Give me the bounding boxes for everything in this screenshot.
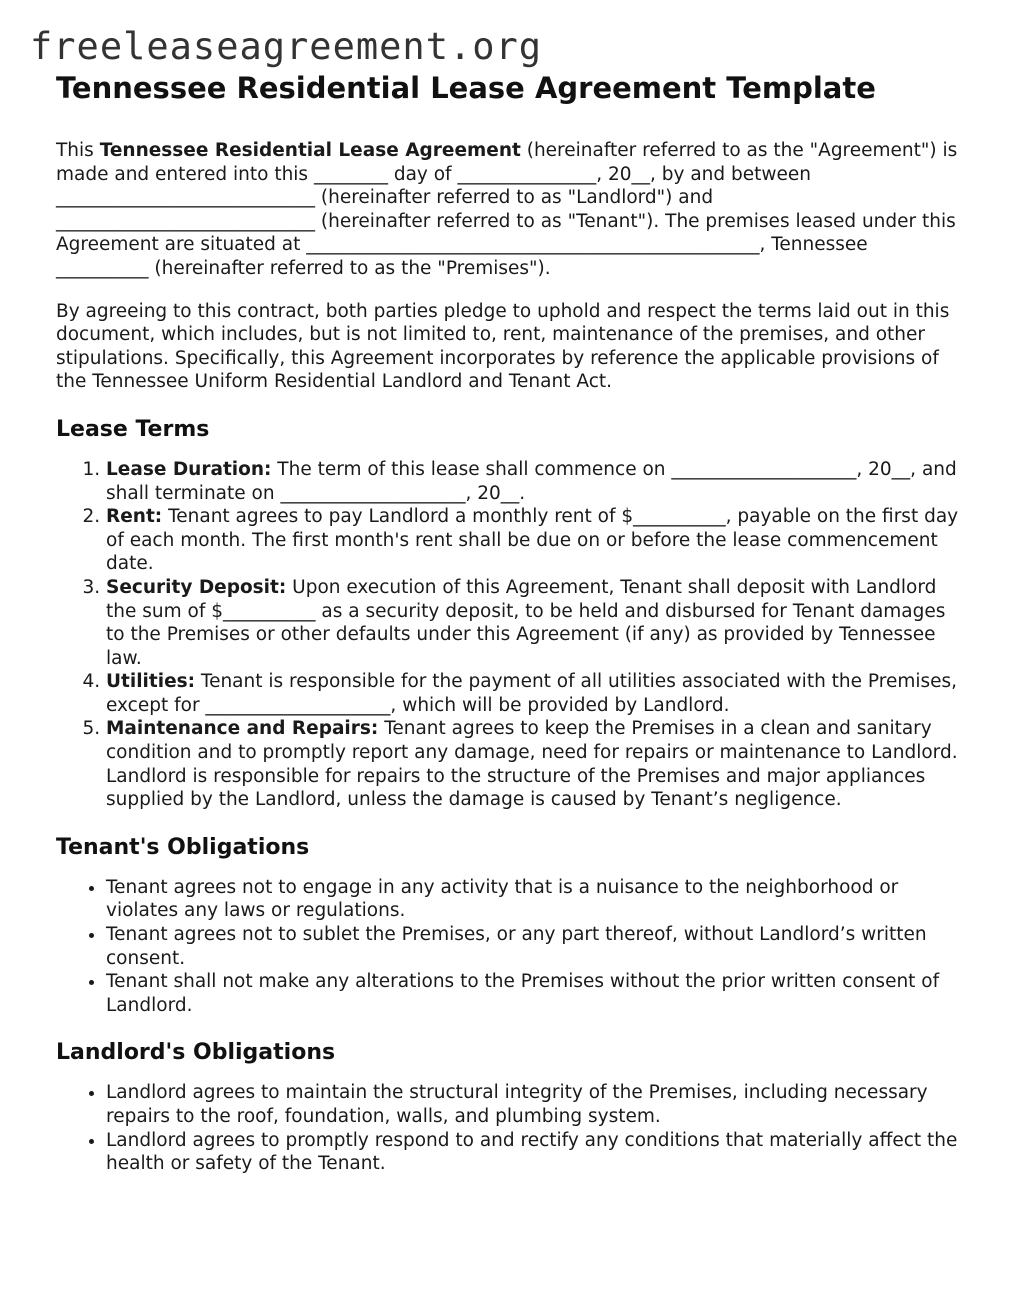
lease-document	[56, 70, 961, 1198]
intro-paragraph	[56, 139, 961, 281]
lease-term-label: Security Deposit:	[106, 576, 287, 598]
landlord-obligations-heading: Landlord's Obligations	[56, 1040, 336, 1066]
lease-term-item	[106, 458, 961, 505]
lease-term-text: The term of this lease shall commence on ____________________, 20__, and shall terminate on ____________________, 20__.	[106, 458, 957, 504]
intro-text-rest: (hereinafter referred to as the "Agreement") is made and entered into this ________ day of _______________, 20__, by and between ____________________________ (hereinafter referred to as "Landlord") and ____________________________ (hereinafter referred to as "Tenant"). The premises leased under this Agreement are situated at _________________________________________________, Tennessee __________ (hereinafter referred to as the "Premises").	[56, 140, 958, 279]
lease-term-label: Rent:	[106, 506, 163, 528]
tenant-obligation-item: • Tenant agrees not to sublet the Premises, or any part thereof, without Landlord’s written consent.	[106, 923, 961, 970]
tenant-obligations-list	[56, 876, 961, 1018]
agreement-paragraph: By agreeing to this contract, both parties pledge to uphold and respect the terms laid out in this document, which includes, but is not limited to, rent, maintenance of the premises, and other stipulations. Specifically, this Agreement incorporates by reference the applicable provisions of the Tennessee Uniform Residential Landlord and Tenant Act.	[56, 300, 950, 393]
lease-terms-list	[56, 458, 961, 812]
tenant-obligation-item: • Tenant agrees not to engage in any activity that is a nuisance to the neighborhood or violates any laws or regulations.	[106, 876, 961, 923]
lease-term-label: Lease Duration:	[106, 458, 272, 480]
lease-term-item	[106, 576, 961, 670]
landlord-obligation-item: • Landlord agrees to maintain the structural integrity of the Premises, including necessary repairs to the roof, foundation, walls, and plumbing system.	[106, 1081, 961, 1128]
tenant-obligations-heading: Tenant's Obligations	[56, 834, 310, 860]
tenant-obligation-item: • Tenant shall not make any alterations to the Premises without the prior written consent of Landlord.	[106, 970, 961, 1017]
lease-term-label: Maintenance and Repairs:	[106, 718, 379, 740]
lease-term-item	[106, 505, 961, 576]
landlord-obligation-item: • Landlord agrees to promptly respond to and rectify any conditions that materially affect the health or safety of the Tenant.	[106, 1129, 961, 1176]
lease-terms-heading: Lease Terms	[56, 416, 210, 442]
lease-term-item	[106, 717, 961, 811]
lease-term-text: Tenant agrees to keep the Premises in a clean and sanitary condition and to promptly report any damage, need for repairs or maintenance to Landlord. Landlord is responsible for repairs to the structure of the Premises and major appliances supplied by the Landlord, unless the damage is caused by Tenant’s negligence.	[106, 718, 958, 811]
lease-term-item	[106, 670, 961, 717]
page-title: Tennessee Residential Lease Agreement Template	[56, 71, 876, 105]
site-watermark: freeleaseagreement.org	[30, 25, 543, 68]
lease-term-label: Utilities:	[106, 671, 196, 693]
intro-agreement-name: Tennessee Residential Lease Agreement	[99, 140, 521, 161]
intro-text-start: This	[56, 140, 100, 161]
lease-term-text: Upon execution of this Agreement, Tenant shall deposit with Landlord the sum of $__________ as a security deposit, to be held and disbursed for Tenant damages to the Premises or other defaults under this Agreement (if any) as provided by Tennessee law.	[106, 576, 946, 669]
lease-term-text: Tenant is responsible for the payment of all utilities associated with the Premises, except for ____________________, which will be provided by Landlord.	[106, 671, 958, 716]
lease-term-text: Tenant agrees to pay Landlord a monthly rent of $__________, payable on the first day of each month. The first month's rent shall be due on or before the lease commencement date.	[106, 506, 959, 575]
landlord-obligations-list	[56, 1081, 961, 1175]
